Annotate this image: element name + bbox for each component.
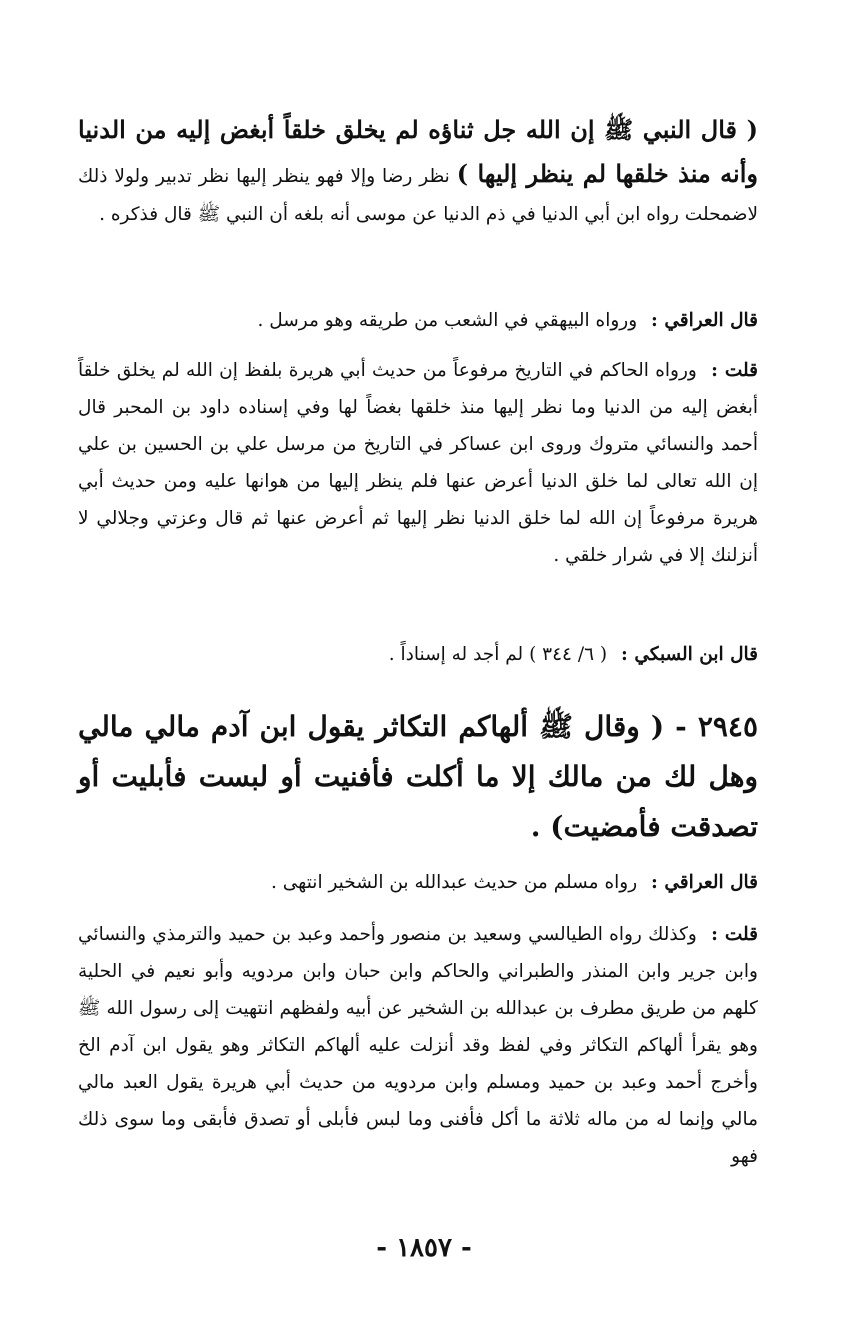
qultu-label-2: قلت : bbox=[711, 924, 758, 945]
attribution-label-2: قال العراقي : bbox=[651, 872, 758, 893]
qultu-text-2: وكذلك رواه الطيالسي وسعيد بن منصور وأحمد وعبد بن حميد والترمذي والنسائي وابن جرير وابن المنذر والطبراني والحاكم وابن حبان وابن مردويه وأبو نعيم في الحلية كلهم من طريق مطرف بن عبدالله بن الشخير عن أبيه ولفظهم انتهيت إلى رسول الله ﷺ وهو يقرأ ألهاكم التكاثر وفي لفظ وقد أنزلت عليه ألهاكم التكاثر وهو يقول ابن آدم الخ وأخرج أحمد وعبد بن حميد ومسلم وابن مردويه من حديث أبي هريرة يقول العبد مالي مالي وإنما له من ماله ثلاثة ما أكل فأفنى وما لبس فأبلى أو تصدق فأبقى وما سوى ذلك فهو bbox=[78, 924, 758, 1167]
paragraph-qultu-2 bbox=[78, 916, 758, 1175]
hadith-text: ( قال النبي ﷺ إن الله جل ثناؤه لم يخلق خلقاً أبغض إليه من الدنيا وأنه منذ خلقها لم ينظر إليها ) bbox=[78, 115, 758, 188]
commentary-text: نظر رضا وإلا فهو ينظر إليها نظر تدبير ولولا ذلك لاضمحلت رواه ابن أبي الدنيا في ذم الدنيا عن موسى أنه بلغه أن النبي ﷺ قال فذكره . bbox=[78, 166, 758, 225]
qultu-label: قلت : bbox=[711, 360, 758, 381]
attribution-label: قال العراقي : bbox=[651, 310, 758, 331]
hadith-2945 bbox=[78, 702, 758, 852]
paragraph-iraqi-2 bbox=[78, 864, 758, 901]
attribution-text: ورواه البيهقي في الشعب من طريقه وهو مرسل . bbox=[257, 310, 638, 331]
paragraph-qultu-1 bbox=[78, 352, 758, 574]
page-number: - ١٨٥٧ - bbox=[376, 1233, 472, 1263]
subki-text: ( ٦/ ٣٤٤ ) لم أجد له إسناداً . bbox=[388, 644, 608, 665]
paragraph-subki bbox=[78, 636, 758, 673]
paragraph-intro bbox=[78, 108, 758, 233]
hadith-2945-text: ٢٩٤٥ - ( وقال ﷺ ألهاكم التكاثر يقول ابن آدم مالي مالي وهل لك من مالك إلا ما أكلت فأفنيت أو لبست فأبليت أو تصدقت فأمضيت) . bbox=[78, 710, 758, 843]
attribution-text-2: رواه مسلم من حديث عبدالله بن الشخير انتهى . bbox=[271, 872, 638, 893]
qultu-text: ورواه الحاكم في التاريخ مرفوعاً من حديث أبي هريرة بلفظ إن الله لم يخلق خلقاً أبغض إليه من الدنيا وما نظر إليها منذ خلقها بغضاً لها وفي إسناده داود بن المحبر قال أحمد والنسائي متروك وروى ابن عساكر في التاريخ من مرسل علي بن الحسين بن علي إن الله تعالى لما خلق الدنيا أعرض عنها فلم ينظر إليها من هوانها عليه ومن حديث أبي هريرة مرفوعاً إن الله لما خلق الدنيا نظر إليها ثم أعرض عنها ثم قال وعزتي وجلالي لا أنزلنك إلا في شرار خلقي . bbox=[78, 360, 758, 566]
subki-label: قال ابن السبكي : bbox=[621, 644, 758, 665]
paragraph-iraqi-1 bbox=[78, 302, 758, 339]
